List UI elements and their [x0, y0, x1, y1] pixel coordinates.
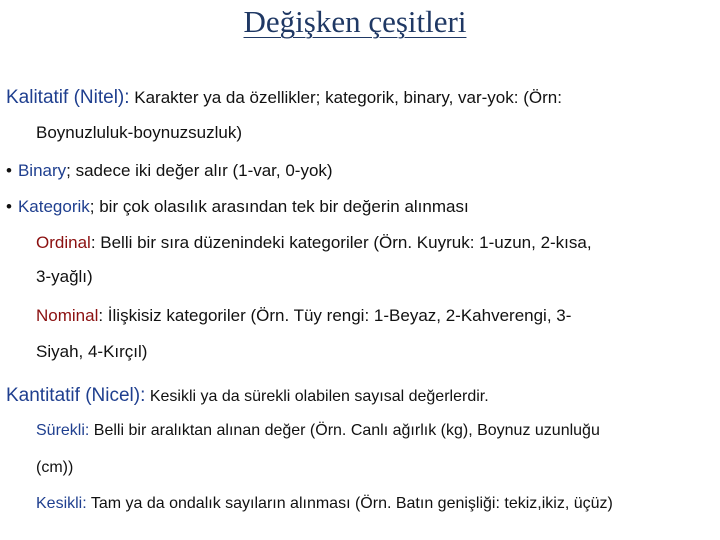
- surekli-description-cont: (cm)): [36, 459, 74, 476]
- surekli-line-cont: [36, 456, 73, 480]
- surekli-description: Belli bir aralıktan alınan değer (Örn. Canlı ağırlık (kg), Boynuz uzunluğu: [89, 422, 600, 439]
- kesikli-description: Tam ya da ondalık sayıların alınması (Örn. Batın genişliği: tekiz,ikiz, üçüz): [86, 495, 613, 512]
- kalitatif-line-cont: [36, 121, 242, 145]
- kesikli-term: Kesikli:: [36, 495, 87, 512]
- bullet-icon: •: [6, 197, 12, 216]
- surekli-term: Sürekli:: [36, 422, 90, 439]
- page-title: Değişken çeşitleri: [243, 4, 467, 39]
- kantitatif-line: [6, 384, 489, 409]
- binary-description: ; sadece iki değer alır (1-var, 0-yok): [66, 161, 333, 180]
- kalitatif-line: [6, 86, 562, 110]
- ordinal-description-cont: 3-yağlı): [36, 267, 93, 286]
- kantitatif-term: Kantitatif (Nicel):: [6, 385, 146, 406]
- surekli-line: [36, 419, 600, 443]
- nominal-line: [36, 304, 571, 328]
- nominal-term: Nominal: [36, 306, 99, 325]
- kategorik-term: Kategorik: [17, 197, 90, 216]
- ordinal-description: : Belli bir sıra düzenindeki kategoriler (Örn. Kuyruk: 1-uzun, 2-kısa,: [90, 233, 592, 252]
- nominal-line-cont: [36, 340, 147, 364]
- binary-line: [6, 159, 333, 183]
- nominal-description: : İlişkisiz kategoriler (Örn. Tüy rengi: 1-Beyaz, 2-Kahverengi, 3-: [98, 306, 572, 325]
- binary-term: Binary: [17, 161, 67, 180]
- kalitatif-term: Kalitatif (Nitel):: [6, 87, 130, 108]
- bullet-icon: •: [6, 161, 12, 180]
- kantitatif-description: Kesikli ya da sürekli olabilen sayısal değerlerdir.: [145, 388, 489, 405]
- kategorik-description: ; bir çok olasılık arasından tek bir değerin alınması: [89, 197, 469, 216]
- ordinal-term: Ordinal: [36, 233, 91, 252]
- kesikli-line: [36, 492, 613, 516]
- ordinal-line: [36, 231, 592, 255]
- kalitatif-description-cont: Boynuzluluk-boynuzsuzluk): [36, 123, 242, 142]
- ordinal-line-cont: [36, 265, 93, 289]
- kategorik-line: [6, 195, 469, 219]
- kalitatif-description: Karakter ya da özellikler; kategorik, binary, var-yok: (Örn:: [129, 88, 562, 107]
- nominal-description-cont: Siyah, 4-Kırçıl): [36, 342, 148, 361]
